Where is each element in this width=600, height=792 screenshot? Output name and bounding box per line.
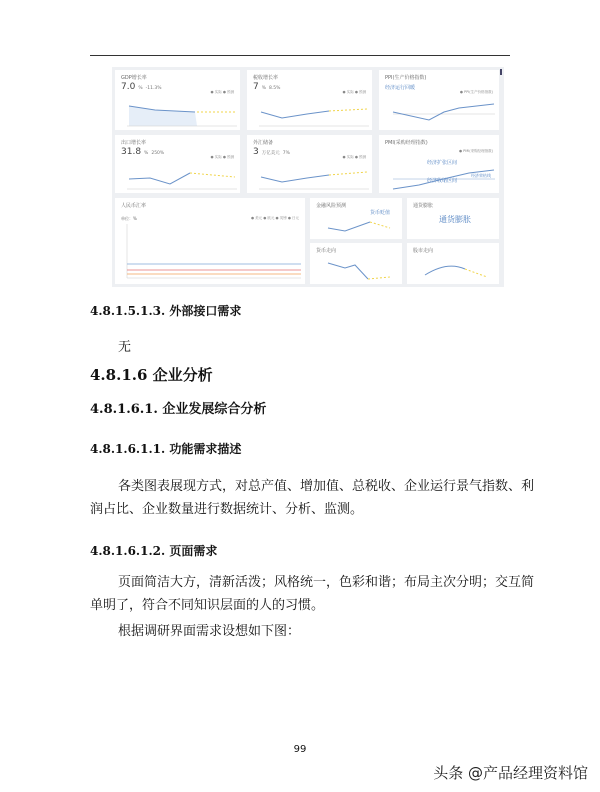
paragraph: 页面简洁大方，清新活泼；风格统一，色彩和谐；布局主次分明；交互简: [118, 575, 535, 590]
expansion-label: 经济扩张区间: [427, 160, 458, 166]
heading-comprehensive-analysis: 4.8.1.6.1. 企业发展综合分析: [90, 402, 267, 417]
legend: ● 实际 ● 预测: [342, 90, 366, 94]
watermark: 头条 @产品经理资料馆: [433, 764, 588, 782]
note: 货币贬值: [370, 210, 391, 216]
sparkline: [407, 259, 499, 284]
unit: 万亿美元: [261, 151, 280, 156]
change: 250%: [151, 151, 165, 156]
card-value: [253, 147, 290, 157]
value: 31.8: [121, 147, 142, 157]
sparkline: [115, 165, 240, 193]
header-rule: [90, 55, 510, 56]
heading-functional-requirements: 4.8.1.6.1.1. 功能需求描述: [90, 442, 242, 456]
sparkline: [247, 100, 372, 130]
card-title: 税收增长率: [253, 75, 279, 81]
legend: ● PMI(采购经理指数): [458, 149, 493, 153]
change: 8.5%: [269, 86, 281, 91]
unit-label: 单位：%: [121, 216, 137, 221]
value: 3: [253, 147, 259, 157]
currency-trend-card: [310, 243, 402, 284]
paragraph: 根据调研界面需求设想如下图：: [118, 624, 301, 639]
paragraph: 各类图表展现方式，对总产值、增加值、总税收、企业运行景气指数、利: [118, 479, 535, 494]
legend: ● 实际 ● 预测: [342, 155, 366, 159]
card-title: 通货膨胀: [413, 203, 434, 209]
note: 通货膨胀: [439, 215, 471, 224]
unit: %: [144, 151, 149, 156]
scrollbar: [500, 69, 502, 75]
legend: ● 实际 ● 预测: [210, 155, 234, 159]
legend: ● PPI(生产价格指数): [459, 90, 493, 94]
card-title: PMI(采购经理指数): [385, 140, 428, 146]
sparkline: [379, 100, 499, 130]
heading-page-requirements: 4.8.1.6.1.2. 页面需求: [90, 544, 218, 558]
card-title: PPI(生产价格指数): [385, 75, 427, 81]
sparkline: [310, 259, 402, 284]
stock-trend-card: [407, 243, 499, 284]
card-title: 出口增长率: [121, 140, 147, 146]
card-title: 外汇储备: [253, 140, 274, 146]
tax-card: [247, 70, 372, 130]
gdp-card: [115, 70, 240, 130]
contraction-label: 经济收缩区间: [427, 178, 458, 184]
card-title: 货币走向: [316, 248, 337, 254]
inflation-card: [407, 198, 499, 239]
sparkline: [379, 165, 499, 193]
ppi-card: [379, 70, 499, 130]
change: -11.3%: [145, 86, 162, 91]
legend: ● 实际 ● 预测: [210, 90, 234, 94]
card-title: 人民币汇率: [121, 203, 147, 209]
card-value: [253, 82, 280, 92]
rate-chart: [115, 222, 305, 284]
paragraph: 单明了，符合不同知识层面的人的习惯。: [90, 598, 325, 613]
change: 7%: [282, 151, 290, 156]
pmi-card: [379, 135, 499, 193]
unit: %: [138, 86, 143, 91]
card-value: [121, 82, 162, 92]
value: 7.0: [121, 82, 136, 92]
reserve-card: [247, 135, 372, 193]
financial-risk-card: [310, 198, 402, 239]
unit: %: [261, 86, 267, 91]
boom-bust-label: 经济荣枯线: [471, 173, 491, 178]
heading-external-interface: 4.8.1.5.1.3. 外部接口需求: [90, 304, 242, 318]
legend: ● 美元 ● 欧元 ● 英镑 ● 日元: [250, 216, 299, 220]
sparkline: [310, 214, 402, 239]
page-number: 99: [293, 744, 307, 755]
dashboard-screenshot: [112, 67, 504, 287]
paragraph: 润占比、企业数量进行数据统计、分析、监测。: [90, 502, 364, 517]
paragraph: 无: [118, 340, 132, 355]
sparkline: [115, 100, 240, 130]
heading-enterprise-analysis: 4.8.1.6 企业分析: [90, 366, 213, 384]
card-subtitle: 经济运行回暖: [385, 85, 416, 91]
card-title: 股市走向: [413, 248, 434, 254]
card-value: [121, 147, 164, 157]
card-title: GDP增长率: [121, 75, 147, 81]
card-title: 金融风险预测: [316, 203, 347, 209]
exchange-rate-card: [115, 198, 305, 284]
sparkline: [247, 165, 372, 193]
value: 7: [253, 82, 259, 92]
export-card: [115, 135, 240, 193]
